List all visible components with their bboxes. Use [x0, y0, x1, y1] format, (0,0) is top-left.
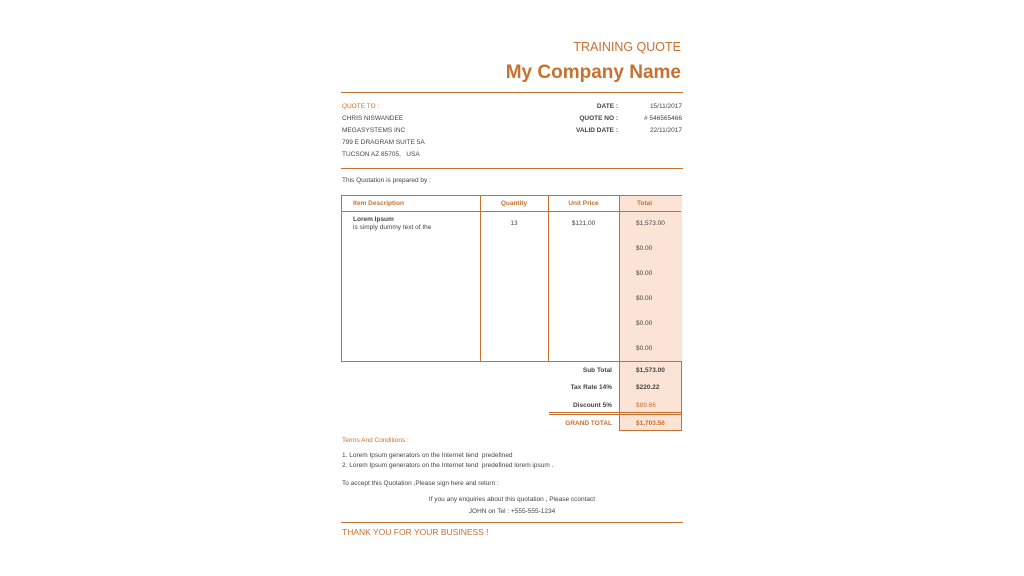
client-address-line2: TUCSON AZ 85705, USA [342, 151, 420, 158]
terms-item: 2. Lorem Ipsum generators on the Internet tend predefined lorem ipsum . [342, 462, 554, 469]
client-address-line1: 799 E DRAGRAM SUITE 5A [342, 139, 425, 146]
valid-date-label: VALID DATE : [575, 127, 618, 134]
col-divider [619, 196, 620, 361]
discount-label: Discount 5% [572, 402, 612, 409]
grand-total-value: $1,703.56 [636, 420, 665, 427]
item-total: $0.00 [636, 245, 653, 252]
grand-total-label: GRAND TOTAL [565, 420, 612, 427]
quote-no-value: # 546565466 [644, 115, 682, 122]
item-description: is simply dummy text of the [353, 224, 432, 231]
col-header-quantity: Quantity [500, 200, 528, 207]
item-total: $0.00 [636, 270, 653, 277]
header-row-divider [342, 211, 681, 212]
item-quantity: 13 [510, 220, 518, 227]
item-title: Lorem Ipsum [353, 216, 394, 223]
grand-total-divider [549, 412, 682, 413]
grand-total-divider-2 [549, 414, 682, 415]
prepared-by: This Quotation is prepared by : [342, 177, 431, 184]
item-total: $1,573.00 [636, 220, 665, 227]
item-total: $0.00 [636, 345, 653, 352]
terms-title: Terms And Conditions : [342, 437, 409, 444]
accept-text: To accept this Quotation ,Please sign here and return : [342, 480, 499, 487]
contact-line: JOHN on Tel : +555-555-1234 [468, 508, 556, 515]
col-header-total: Total [637, 200, 653, 207]
header-divider [341, 92, 683, 93]
enquiry-line: If you any enquiries about this quotation , Please ccontact [428, 496, 596, 503]
discount-value: $89.66 [636, 402, 656, 409]
tax-label: Tax Rate 14% [570, 384, 612, 391]
date-value: 15/11/2017 [649, 103, 682, 110]
col-header-item: Item Description [353, 200, 404, 207]
footer-divider [341, 522, 683, 523]
valid-date-value: 22/11/2017 [649, 127, 682, 134]
col-header-unit-price: Unit Price [568, 200, 599, 207]
thank-you-message: THANK YOU FOR YOUR BUSINESS ! [342, 527, 489, 537]
quote-to-label: QUOTE TO : [342, 103, 380, 110]
items-table [341, 195, 682, 362]
tax-value: $220.22 [636, 384, 660, 391]
address-divider [341, 168, 683, 169]
item-total: $0.00 [636, 295, 653, 302]
date-label: DATE : [596, 103, 618, 110]
subtotal-value: $1,573.00 [636, 367, 665, 374]
client-company: MEGASYSTEMS INC [342, 127, 406, 134]
terms-item: 1. Lorem Ipsum generators on the Internet tend predefined [342, 452, 513, 459]
item-unit-price: $121,00 [571, 220, 596, 227]
subtotal-label: Sub Total [582, 367, 612, 374]
company-name: My Company Name [505, 62, 681, 83]
quote-no-label: QUOTE NO : [579, 115, 618, 122]
client-name: CHRIS NISWANDEE [342, 115, 404, 122]
doc-title: TRAINING QUOTE [573, 40, 681, 54]
item-total: $0.00 [636, 320, 653, 327]
